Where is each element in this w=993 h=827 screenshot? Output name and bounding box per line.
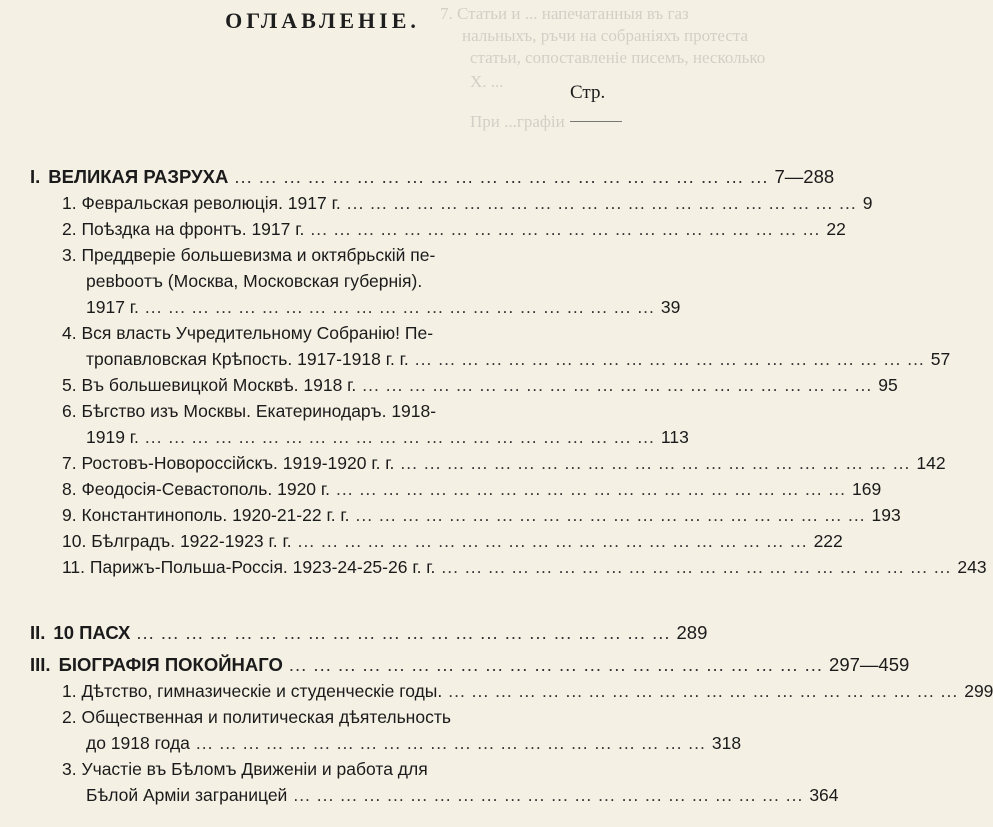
page-number: 113 — [660, 427, 689, 447]
dot-leader: ... ... ... ... ... ... ... ... ... ... ... ... ... ... ... ... ... ... ... ... ... ... — [144, 297, 655, 317]
entry-text: 6. Бѣгство изъ Москвы. Екатеринодаръ. 1918- — [62, 401, 437, 421]
page-number: 318 — [711, 733, 742, 753]
entry-text: 1917 г. — [86, 297, 139, 317]
entry-text: 2. Поѣздка на фронтъ. 1917 г. — [62, 219, 305, 239]
toc-entry-line — [86, 294, 681, 320]
entry-text: 10. Бѣлградъ. 1922-1923 г. г. — [62, 531, 292, 551]
section-title: ВЕЛИКАЯ РАЗРУХА — [48, 166, 229, 187]
entry-text: 8. Феодосiя-Севастополь. 1920 г. — [62, 479, 331, 499]
section-number: II. — [30, 622, 46, 643]
page-number: 39 — [660, 297, 681, 317]
page-number: 57 — [930, 349, 951, 369]
toc-entry-line — [62, 190, 873, 216]
section-page-range: 289 — [676, 622, 708, 643]
toc-entry-line — [86, 782, 839, 808]
toc-entry-line — [86, 346, 951, 372]
dot-leader: ... ... ... ... ... ... ... ... ... ... ... ... ... ... ... ... ... ... ... ... ... ... — [310, 219, 821, 239]
toc-entry-line — [62, 756, 622, 782]
entry-text: 9. Константинополь. 1920-21-22 г. г. — [62, 505, 350, 525]
page-number: 95 — [878, 375, 898, 395]
entry-text: до 1918 года — [86, 733, 190, 753]
page-number: 142 — [916, 453, 946, 473]
toc-entry-line — [62, 678, 993, 704]
toc-entry-line — [86, 730, 742, 756]
bleed-through-text: нальныхъ, ръчи на собранiяхъ протеста — [462, 26, 749, 45]
page-number: 22 — [826, 219, 846, 239]
bleed-through-text: Х. ... — [470, 72, 504, 91]
dot-leader: ... ... ... ... ... ... ... ... ... ... ... ... ... ... ... ... ... ... ... ... ... ... — [414, 349, 925, 369]
dot-leader: ... ... ... ... ... ... ... ... ... ... ... ... ... ... ... ... ... ... ... ... ... ... — [297, 531, 808, 551]
bleed-through-text: статьи, сопоставленiе писемъ, несколько — [470, 48, 766, 67]
dot-leader: ... ... ... ... ... ... ... ... ... ... ... ... ... ... ... ... ... ... ... ... ... ... — [362, 375, 873, 395]
dot-leader: ... ... ... ... ... ... ... ... ... ... ... ... ... ... ... ... ... ... ... ... ... ... — [293, 785, 804, 805]
page-number: 193 — [871, 505, 901, 525]
entry-text: 4. Вся власть Учредительному Собранiю! Пе- — [62, 323, 434, 343]
page-number: 243 — [957, 557, 987, 577]
entry-text: 3. Преддверiе большевизма и октябрьскiй пе- — [62, 245, 436, 265]
section-page-range: 7—288 — [774, 166, 835, 187]
entry-text: 1. Дѣтство, гимназическiе и студенческiе годы. — [62, 681, 443, 701]
dot-leader: ... ... ... ... ... ... ... ... ... ... ... ... ... ... ... ... ... ... ... ... ... ... — [448, 681, 959, 701]
dot-leader: ... ... ... ... ... ... ... ... ... ... ... ... ... ... ... ... ... ... ... ... ... ... — [346, 193, 857, 213]
toc-entry-line — [62, 450, 946, 476]
entry-text: 3. Участiе въ Бѣломъ Движенiи и работа для — [62, 759, 428, 779]
toc-entry-line — [62, 398, 622, 424]
toc-entry-line — [62, 528, 843, 554]
toc-section-row — [30, 652, 910, 678]
dot-leader: ... ... ... ... ... ... ... ... ... ... ... ... ... ... ... ... ... ... ... ... ... ... — [441, 557, 952, 577]
page-number: 169 — [852, 479, 882, 499]
dot-leader: ... ... ... ... ... ... ... ... ... ... ... ... ... ... ... ... ... ... ... ... ... ... — [136, 622, 671, 643]
entry-text: Бѣлой Армiи заграницей — [86, 785, 288, 805]
section-title: БIОГРАФIЯ ПОКОЙНАГО — [58, 654, 283, 675]
section-number: III. — [30, 654, 51, 675]
entry-text: тропавловская Крѣпость. 1917-1918 г. г. — [86, 349, 409, 369]
page-column-header: Стр. — [570, 82, 606, 103]
dot-leader: ... ... ... ... ... ... ... ... ... ... ... ... ... ... ... ... ... ... ... ... ... ... — [234, 166, 769, 187]
toc-entry-line — [62, 554, 987, 580]
page-number: 299 — [964, 681, 993, 701]
toc-entry-line — [62, 242, 622, 268]
toc-section-row — [30, 620, 708, 646]
page-number: 9 — [862, 193, 873, 213]
bleed-through-text: 7. Статьи и ... напечатанныя въ газ — [440, 4, 689, 23]
entry-text: 1. Февральская революцiя. 1917 г. — [62, 193, 341, 213]
page-number: 364 — [809, 785, 839, 805]
dot-leader: ... ... ... ... ... ... ... ... ... ... ... ... ... ... ... ... ... ... ... ... ... ... — [336, 479, 847, 499]
toc-entry-line — [62, 216, 846, 242]
entry-text: 1919 г. — [86, 427, 139, 447]
page-number: 222 — [813, 531, 843, 551]
bleed-through-text: При ...графiи — [470, 112, 565, 131]
entry-text: 5. Въ большевицкой Москвѣ. 1918 г. — [62, 375, 357, 395]
section-page-range: 297—459 — [829, 654, 910, 675]
dot-leader: ... ... ... ... ... ... ... ... ... ... ... ... ... ... ... ... ... ... ... ... ... ... — [195, 733, 706, 753]
toc-entry-line — [86, 424, 689, 450]
section-title: 10 ПАСХ — [53, 622, 131, 643]
entry-text: ревbooтъ (Москва, Московская губернiя). — [86, 271, 423, 291]
section-number: I. — [30, 166, 41, 187]
dot-leader: ... ... ... ... ... ... ... ... ... ... ... ... ... ... ... ... ... ... ... ... ... ... — [355, 505, 866, 525]
toc-entry-line — [62, 372, 898, 398]
toc-entry-line — [62, 320, 622, 346]
entry-text: 2. Общественная и политическая дѣятельность — [62, 707, 451, 727]
toc-entry-line — [86, 268, 622, 294]
dot-leader: ... ... ... ... ... ... ... ... ... ... ... ... ... ... ... ... ... ... ... ... ... ... — [144, 427, 655, 447]
dot-leader: ... ... ... ... ... ... ... ... ... ... ... ... ... ... ... ... ... ... ... ... ... ... — [400, 453, 911, 473]
toc-entry-line — [62, 476, 882, 502]
dot-leader: ... ... ... ... ... ... ... ... ... ... ... ... ... ... ... ... ... ... ... ... ... ... — [288, 654, 824, 675]
toc-entry-line — [62, 502, 901, 528]
toc-entry-line — [62, 704, 622, 730]
entry-text: 11. Парижъ-Польша-Россiя. 1923-24-25-26 г. г. — [62, 557, 436, 577]
header-rule — [570, 121, 622, 122]
entry-text: 7. Ростовъ-Новороссiйскъ. 1919-1920 г. г. — [62, 453, 395, 473]
page-title: ОГЛАВЛЕНIЕ. — [225, 8, 420, 33]
toc-section-row — [30, 164, 835, 190]
